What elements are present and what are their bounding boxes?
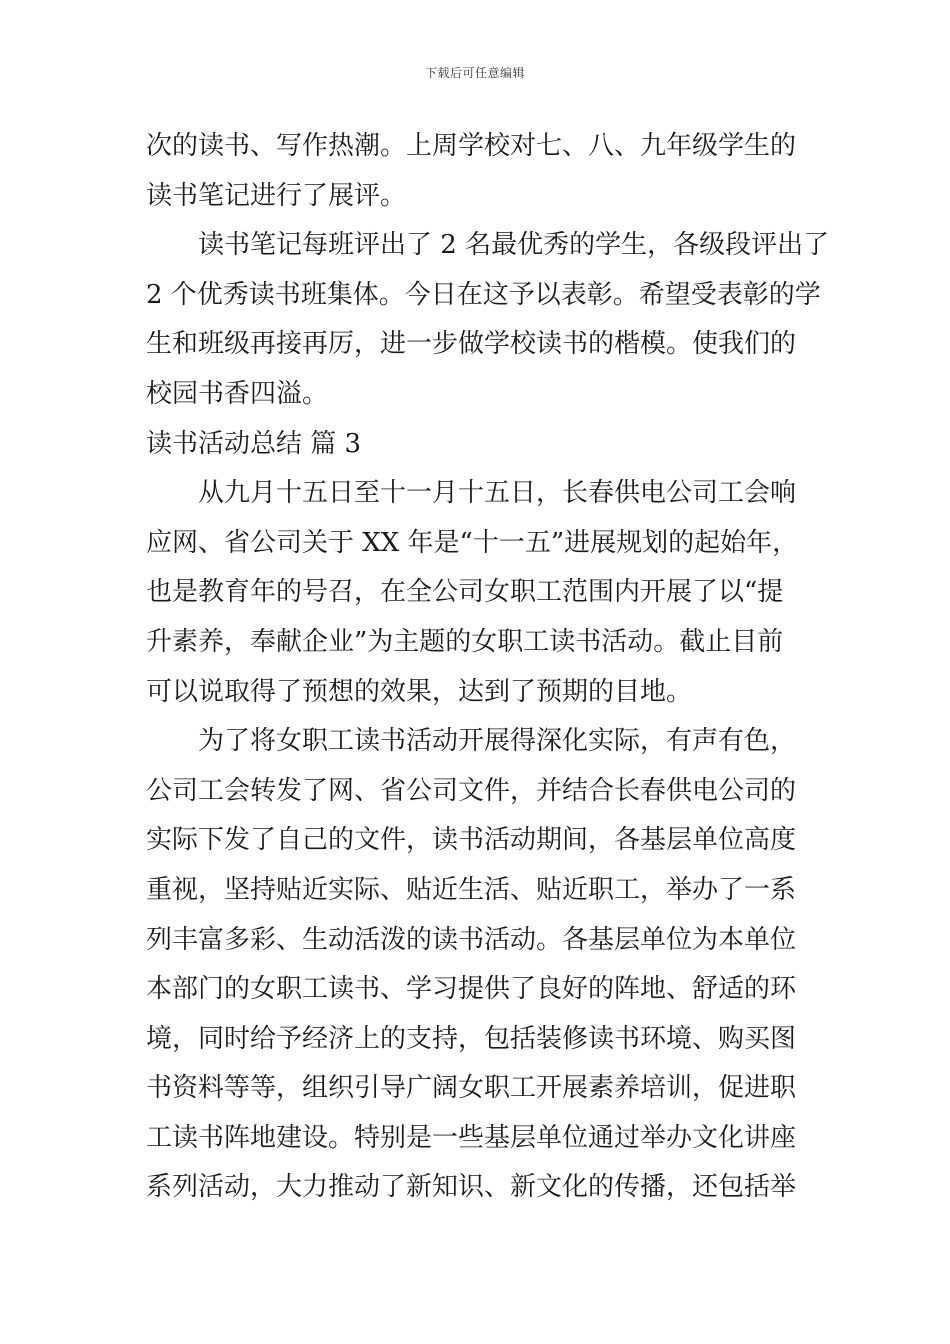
text-line: 工读书阵地建设。特别是一些基层单位通过举办文化讲座 xyxy=(146,1122,797,1153)
text-line: 次的读书、写作热潮。上周学校对七、八、九年级学生的 xyxy=(146,131,797,161)
text-line: 校园书香四溢。 xyxy=(146,378,329,409)
text-line: 实际下发了自己的文件，读书活动期间，各基层单位高度 xyxy=(146,825,797,856)
text-line: 列丰富多彩、生动活泼的读书活动。各基层单位为本单位 xyxy=(146,924,797,955)
text-line: 本部门的女职工读书、学习提供了良好的阵地、舒适的环 xyxy=(146,974,797,1005)
text-line: 重视，坚持贴近实际、贴近生活、贴近职工，举办了一系 xyxy=(146,874,797,905)
text-line: 书资料等等，组织引导广阔女职工开展素养培训，促进职 xyxy=(146,1073,797,1104)
page-header: 下载后可任意编辑 xyxy=(424,66,525,80)
text-line: 为了将女职工读书活动开展得深化实际，有声有色， xyxy=(198,726,797,757)
text-line: 公司工会转发了网、省公司文件，并结合长春供电公司的 xyxy=(146,775,797,806)
text-line: 读书笔记每班评出了 2 名最优秀的学生，各级段评出了 xyxy=(198,230,830,261)
text-line: 生和班级再接再厉，进一步做学校读书的楷模。使我们的 xyxy=(146,329,797,360)
text-line: 也是教育年的号召，在全公司女职工范围内开展了以“提 xyxy=(146,577,784,608)
section-heading: 读书活动总结 篇 3 xyxy=(146,428,362,459)
document-body xyxy=(146,122,830,1213)
text-line: 2 个优秀读书班集体。今日在这予以表彰。希望受表彰的学 xyxy=(146,279,821,310)
text-line: 读书笔记进行了展评。 xyxy=(146,180,407,211)
text-line: 可以说取得了预想的效果，达到了预期的目地。 xyxy=(146,676,693,707)
text-line: 升素养，奉献企业”为主题的女职工读书活动。截止目前 xyxy=(146,626,784,657)
text-line: 系列活动，大力推动了新知识、新文化的传播，还包括举 xyxy=(146,1172,797,1203)
text-line: 境，同时给予经济上的支持，包括装修读书环境、购买图 xyxy=(146,1023,797,1054)
text-line: 从九月十五日至十一月十五日，长春供电公司工会响 xyxy=(198,478,797,509)
text-line: 应网、省公司关于 XX 年是“十一五”进展规划的起始年， xyxy=(146,527,799,558)
